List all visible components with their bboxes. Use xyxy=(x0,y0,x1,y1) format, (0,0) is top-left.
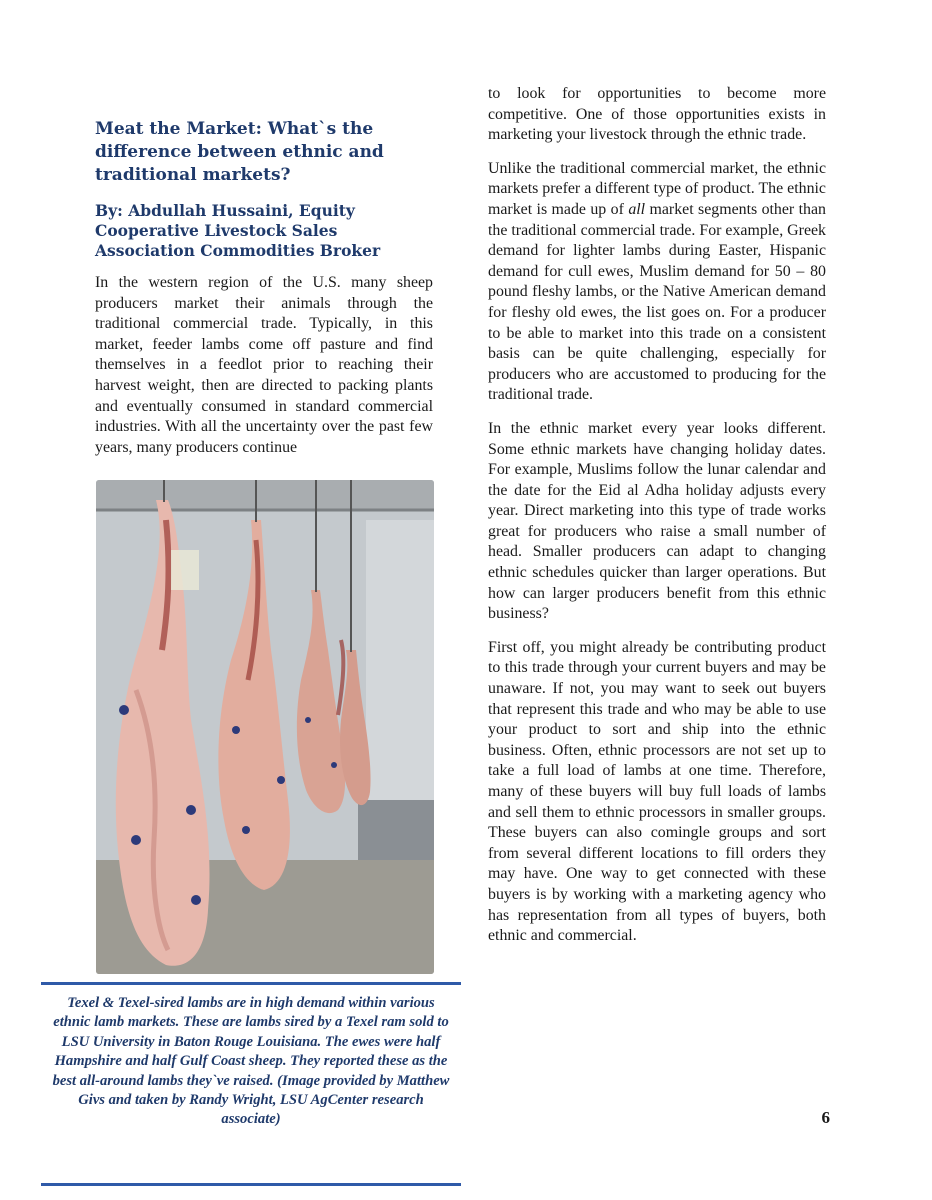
right-column xyxy=(488,84,826,960)
right-paragraph-3: In the ethnic market every year looks different. Some ethnic markets have changing holiday dates. For example, Muslims follow the lunar calendar and the date for the Eid al Adha holiday adjusts every year. Direct marketing into this type of trade works great for producers who raise a small number of head. Smaller producers can adapt to changing ethnic schedules quicker than larger operations. But how can larger producers benefit from this ethnic business? xyxy=(488,419,826,623)
right-paragraph-4: First off, you might already be contributing product to this trade through your current buyers and may be unaware. If not, you may want to seek out buyers that represent this trade and who may be able to use your product to sort and ship into the ethnic business. Often, ethnic processors are not set up to take a full load of lambs at one time. Therefore, many of these buyers will buy full loads of lambs and sell them to ethnic processors in smaller groups. These buyers can also comingle groups and sort from several different locations to fill orders they may have. One way to get connected with these buyers is by working with a marketing agency who has representation from all types of buyers, both ethnic and commercial. xyxy=(488,638,826,945)
right-paragraph-2 xyxy=(488,159,826,406)
page-number: 6 xyxy=(821,1108,830,1127)
right-paragraph-2-start: Unlike the traditional commercial market, the ethnic markets prefer a different type of product. The ethnic market is made up of xyxy=(488,159,826,218)
article-byline: By: Abdullah Hussaini, Equity Cooperative Livestock Sales Association Commodities Broker xyxy=(95,201,381,260)
caption-top-rule xyxy=(41,982,461,985)
lamb-carcasses-photo xyxy=(96,480,434,974)
caption-bottom-rule xyxy=(41,1183,461,1186)
left-column xyxy=(95,110,433,471)
lamb-carcasses-illustration xyxy=(96,480,434,974)
photo-caption: Texel & Texel-sired lambs are in high demand within various ethnic lamb markets. These are lambs sired by a Texel ram sold to LSU University in Baton Rouge Louisiana. The ewes were half Hampshire and half Gulf Coast sheep. They reported these as the best all-around lambs they`ve raised. (Image provided by Matthew Givs and taken by Randy Wright, LSU AgCenter research associate) xyxy=(52,995,450,1128)
article-title: Meat the Market: What`s the difference between ethnic and traditional markets? xyxy=(95,119,384,185)
right-paragraph-2-end: market segments other than the traditional commercial trade. For example, Greek demand for lighter lambs during Easter, Hispanic demand for cull ewes, Muslim demand for 50 – 80 pound fleshy lambs, or the Native American demand for fleshy old ewes, the list goes on. For a producer to be able to market into this trade on a consistent basis can be quite challenging, especially for producers who are accustomed to producing for the traditional trade. xyxy=(488,200,826,404)
left-paragraph: In the western region of the U.S. many sheep producers market their animals through the traditional commercial trade. Typically, in this market, feeder lambs come off pasture and find themselves in a feedlot prior to reaching their harvest weight, then are directed to packing plants and eventually consumed in standard commercial industries. With all the uncertainty over the past few years, many producers continue xyxy=(95,274,433,456)
right-paragraph-1: to look for opportunities to become more competitive. One of those opportunities exists in marketing your livestock through the ethnic trade. xyxy=(488,85,826,144)
emphasis-all: all xyxy=(628,200,646,218)
